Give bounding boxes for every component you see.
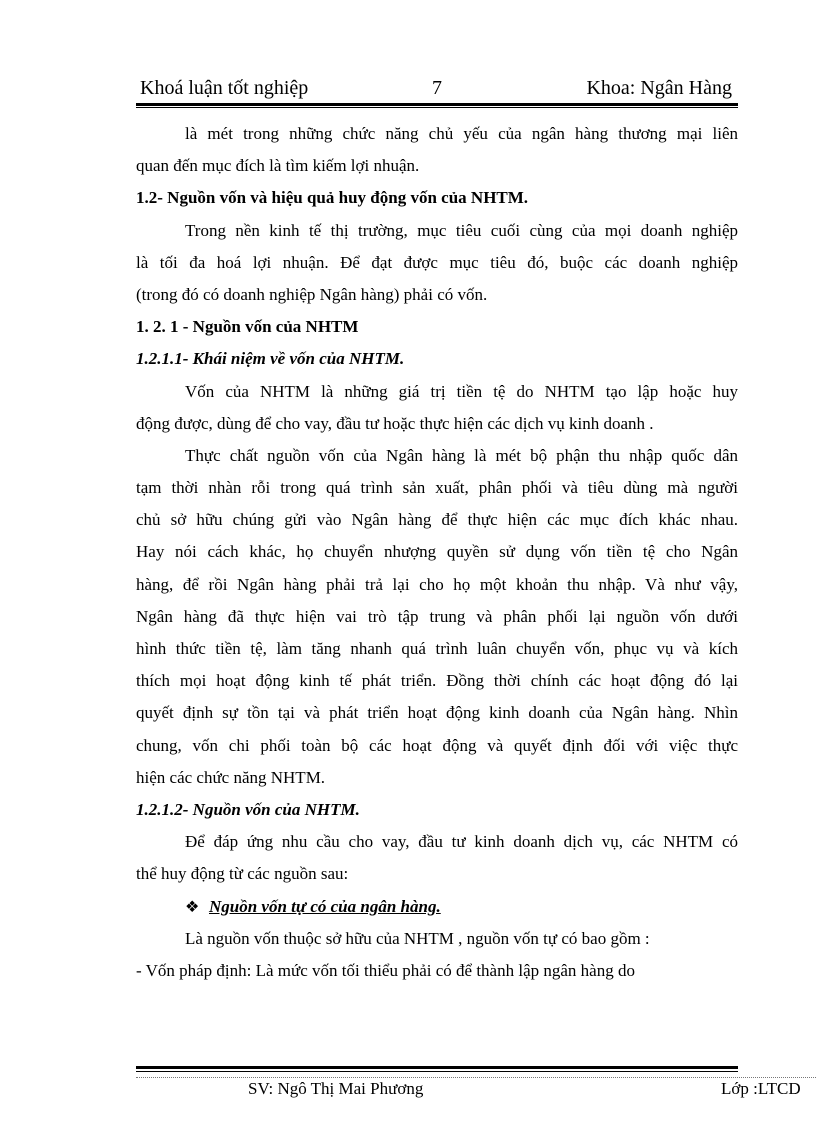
text-line: Thực chất nguồn vốn của Ngân hàng là mét bộ phận thu nhập quốc dân	[185, 445, 738, 465]
text-line: Trong nền kinh tế thị trường, mục tiêu cuối cùng của mọi doanh nghiệp	[185, 220, 738, 240]
footer-rule	[136, 1066, 738, 1069]
text-line: Để đáp ứng nhu cầu cho vay, đầu tư kinh doanh dịch vụ, các NHTM có	[185, 832, 738, 852]
bullet-heading: Nguồn vốn tự có của ngân hàng.	[209, 896, 441, 916]
body-text	[136, 118, 738, 987]
footer-rule-thin	[136, 1071, 738, 1072]
text-line: tạm thời nhàn rỗi trong quá trình sản xuất, phân phối và tiêu dùng mà người	[136, 478, 738, 498]
footer-dotted-line	[136, 1077, 816, 1078]
diamond-bullet-icon: ❖	[185, 898, 200, 916]
text-line: thể huy động từ các nguồn sau:	[136, 864, 349, 884]
text-line: Là nguồn vốn thuộc sở hữu của NHTM , nguồn vốn tự có bao gồm :	[185, 928, 650, 948]
bullet-item	[136, 891, 738, 923]
text-line: (trong đó có doanh nghiệp Ngân hàng) phải có vốn.	[136, 284, 488, 304]
text-line: Vốn của NHTM là những giá trị tiền tệ do NHTM tạo lập hoặc huy	[185, 381, 738, 401]
subsubsection-heading: 1.2.1.2- Nguồn vốn của NHTM.	[136, 799, 360, 819]
text-line: là tối đa hoá lợi nhuận. Để đạt được mục tiêu đó, buộc các doanh nghiệp	[136, 252, 738, 272]
text-line: hàng, để rồi Ngân hàng phải trả lại cho họ một khoản thu nhập. Và như vậy,	[136, 574, 738, 594]
text-line: hiện các chức năng NHTM.	[136, 767, 326, 787]
footer-student-name: SV: Ngô Thị Mai Phương	[248, 1079, 424, 1098]
text-line: động được, dùng để cho vay, đầu tư hoặc thực hiện các dịch vụ kinh doanh .	[136, 413, 654, 433]
text-line: chung, vốn chi phối toàn bộ các hoạt động và quyết định đối với việc thực	[136, 735, 738, 755]
header-faculty: Khoa: Ngân Hàng	[586, 77, 732, 99]
text-line: thích mọi hoạt động kinh tế phát triển. Đồng thời chính các hoạt động đó lại	[136, 671, 738, 691]
footer-class: Lớp :LTCD	[721, 1079, 801, 1098]
subsection-heading: 1. 2. 1 - Nguồn vốn của NHTM	[136, 317, 359, 337]
header-rule-thin	[136, 107, 738, 108]
text-line: chủ sở hữu chúng gửi vào Ngân hàng để thực hiện các mục đích khác nhau.	[136, 510, 738, 530]
header-thesis-title: Khoá luận tốt nghiệp	[140, 77, 309, 99]
text-line: - Vốn pháp định: Là mức vốn tối thiểu phải có để thành lập ngân hàng do	[136, 960, 635, 980]
text-line: Ngân hàng đã thực hiện vai trò tập trung và phân phối lại nguồn vốn dưới	[136, 606, 738, 626]
page-number: 7	[432, 77, 442, 99]
header-rule	[136, 103, 738, 106]
text-line: quyết định sự tồn tại và phát triển hoạt động kinh doanh của Ngân hàng. Nhìn	[136, 703, 738, 723]
text-line: là mét trong những chức năng chủ yếu của ngân hàng thương mại liên	[185, 124, 738, 143]
section-heading: 1.2- Nguồn vốn và hiệu quả huy động vốn của NHTM.	[136, 188, 529, 208]
text-line: Hay nói cách khác, họ chuyển nhượng quyền sử dụng vốn tiền tệ cho Ngân	[136, 542, 738, 562]
text-line: hình thức tiền tệ, làm tăng nhanh quá trình luân chuyển vốn, phục vụ và kích	[136, 639, 738, 658]
text-line: quan đến mục đích là tìm kiếm lợi nhuận.	[136, 156, 420, 176]
page-header	[136, 74, 738, 102]
subsubsection-heading: 1.2.1.1- Khái niệm về vốn của NHTM.	[136, 349, 405, 369]
